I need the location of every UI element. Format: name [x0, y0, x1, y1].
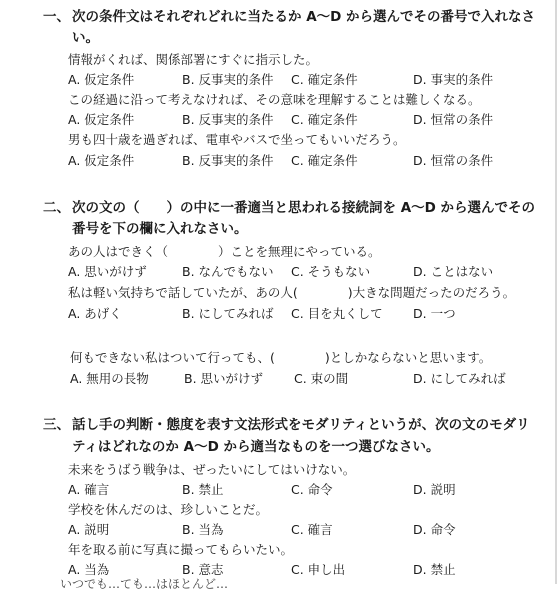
option-a: A. あげく [68, 306, 122, 321]
option-d: D. 事実的条件 [413, 72, 494, 87]
option-b: B. 禁止 [182, 482, 224, 497]
instruction-line: い。 [72, 30, 99, 46]
option-c: C. 確言 [291, 522, 333, 537]
option-c: C. 命令 [291, 482, 333, 497]
question-sentence: 男も四十歳を過ぎれば、電車やバスで坐ってもいいだろう。 [68, 132, 406, 147]
option-b: B. 反事実的条件 [182, 72, 274, 87]
option-d: D. 恒常の条件 [413, 112, 494, 127]
section-number: 三、 [43, 417, 70, 433]
option-c: C. 申し出 [291, 562, 346, 577]
question-sentence: 私は軽い気持ちで話していたが、あの人( )大きな問題だったのだろう。 [68, 285, 516, 300]
option-d: D. 一つ [413, 306, 456, 321]
option-c: C. 目を丸くして [291, 306, 383, 321]
instruction-line: 番号を下の欄に入れなさい。 [72, 221, 248, 237]
option-c: C. 確定条件 [291, 112, 358, 127]
option-b: B. にしてみれば [182, 306, 274, 321]
option-d: D. にしてみれば [413, 371, 506, 386]
question-sentence: 情報がくれば、関係部署にすぐに指示した。 [68, 52, 319, 67]
option-c: C. そうもない [291, 264, 371, 279]
question-sentence: 年を取る前に写真に撮ってもらいたい。 [68, 542, 294, 557]
instruction-line: ティはどれなのか A～D から適当なものを一つ選びなさい。 [72, 439, 440, 455]
option-a: A. 仮定条件 [68, 153, 135, 168]
option-b: B. なんでもない [182, 264, 274, 279]
option-c: C. 束の間 [294, 371, 349, 386]
cut-off-line: いつでも…ても…はほとんど… [60, 577, 229, 591]
section-number: 二、 [43, 200, 70, 216]
option-b: B. 反事実的条件 [182, 153, 274, 168]
option-a: A. 仮定条件 [68, 72, 135, 87]
instruction-line: 次の文の（ ）の中に一番適当と思われる接続詞を A～D から選んでその [72, 200, 536, 216]
option-a: A. 当為 [68, 562, 110, 577]
instruction-line: 次の条件文はそれぞれどれに当たるか A～D から選んでその番号で入れなさ [72, 9, 536, 25]
option-b: B. 当為 [182, 522, 224, 537]
question-sentence: 学校を休んだのは、珍しいことだ。 [68, 502, 269, 517]
question-sentence: 何もできない私はついて行っても、( )としかならないと思います。 [70, 350, 492, 365]
question-sentence: 未来をうばう戦争は、ぜったいにしてはいけない。 [68, 462, 356, 477]
question-sentence: この経過に沿って考えなければ、その意味を理解することは難しくなる。 [68, 92, 481, 107]
option-b: B. 意志 [182, 562, 224, 577]
question-sentence: あの人はできく（ ）ことを無理にやっている。 [68, 244, 381, 259]
option-d: D. 命令 [413, 522, 456, 537]
option-a: A. 仮定条件 [68, 112, 135, 127]
option-a: A. 思いがけず [68, 264, 147, 279]
page-edge-shadow [555, 0, 557, 584]
section-number: 一、 [43, 9, 70, 25]
option-d: D. 禁止 [413, 562, 456, 577]
instruction-line: 話し手の判断・態度を表す文法形式をモダリティというが、次の文のモダリ [72, 417, 530, 433]
option-b: B. 反事実的条件 [182, 112, 274, 127]
option-c: C. 確定条件 [291, 153, 358, 168]
option-d: D. ことはない [413, 264, 494, 279]
option-a: A. 説明 [68, 522, 110, 537]
option-b: B. 思いがけず [184, 371, 264, 386]
option-d: D. 説明 [413, 482, 456, 497]
option-c: C. 確定条件 [291, 72, 358, 87]
option-a: A. 確言 [68, 482, 110, 497]
option-d: D. 恒常の条件 [413, 153, 494, 168]
option-a: A. 無用の長物 [70, 371, 149, 386]
